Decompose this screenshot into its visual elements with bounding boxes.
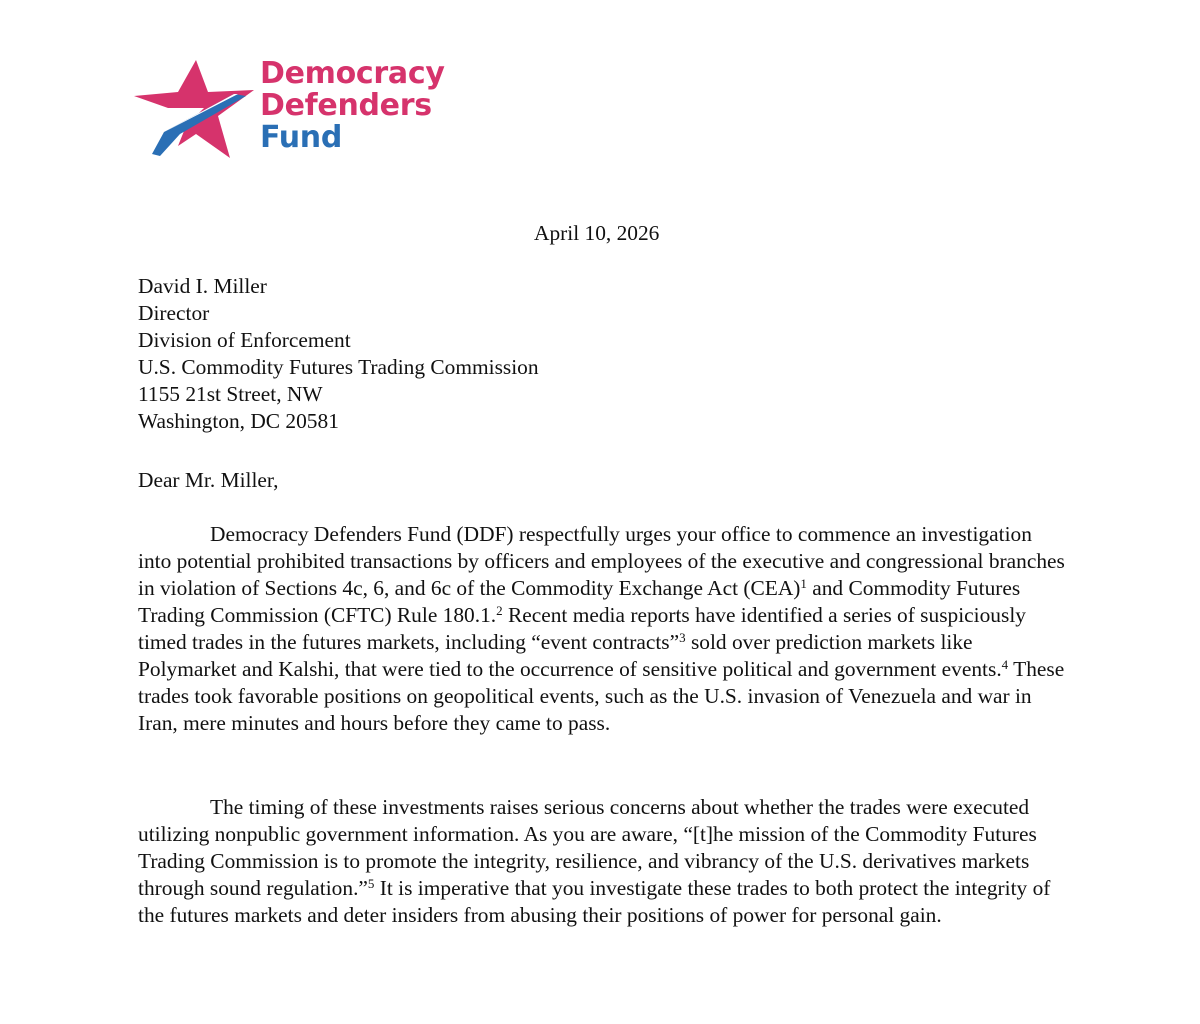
- logo-line-3: Fund: [260, 120, 342, 155]
- logo-line-1: Democracy: [260, 56, 445, 91]
- footnote-ref-3: 3: [679, 630, 686, 645]
- salutation: Dear Mr. Miller,: [138, 468, 279, 492]
- paragraph-1-text-3: Recent media reports have identified a series of suspiciously timed trades in the futures markets, including “event contracts”: [138, 603, 1026, 654]
- recipient-address: [138, 273, 539, 435]
- paragraph-2-text-2: It is imperative that you investigate these trades to both protect the integrity of the futures markets and deter insiders from abusing their positions of power for personal gain.: [138, 876, 1051, 927]
- recipient-street: 1155 21st Street, NW: [138, 382, 323, 406]
- paragraph-1-text-2: and Commodity Futures Trading Commission (CFTC) Rule 180.1.: [138, 576, 1021, 627]
- paragraph-2-text-1: The timing of these investments raises serious concerns about whether the trades were executed utilizing nonpublic government information. As you are aware, “[t]he mission of the Commodity Futures Trading Commission is to promote the integrity, resilience, and vibrancy of the U.S. derivatives markets through sound regulation.”: [138, 795, 1037, 900]
- star-red-shape: [134, 60, 254, 158]
- paragraph-1-text-4: sold over prediction markets like Polymarket and Kalshi, that were tied to the occurrence of sensitive political and government events.: [138, 630, 1002, 681]
- footnote-ref-4: 4: [1001, 657, 1009, 672]
- paragraph-2: [138, 794, 1068, 929]
- recipient-name: David I. Miller: [138, 274, 267, 298]
- recipient-division: Division of Enforcement: [138, 328, 351, 352]
- letter-date: April 10, 2026: [534, 221, 660, 245]
- organization-name: [260, 58, 445, 154]
- organization-logo: [134, 56, 454, 166]
- paragraph-1-text-1: Democracy Defenders Fund (DDF) respectfully urges your office to commence an investigation into potential prohibited transactions by officers and employees of the executive and congressional branches in violation of Sections 4c, 6, and 6c of the Commodity Exchange Act (CEA): [138, 522, 1065, 600]
- paragraph-1-text-5: These trades took favorable positions on geopolitical events, such as the U.S. invasion of Venezuela and war in Iran, mere minutes and hours before they came to pass.: [138, 657, 1065, 735]
- paragraph-1: [138, 521, 1068, 737]
- star-icon: [134, 56, 256, 160]
- footnote-ref-5: 5: [367, 876, 375, 891]
- footnote-ref-1: 1: [800, 576, 807, 591]
- footnote-ref-2: 2: [496, 603, 503, 618]
- recipient-title: Director: [138, 301, 210, 325]
- logo-line-2: Defenders: [260, 88, 432, 123]
- recipient-city: Washington, DC 20581: [138, 409, 339, 433]
- recipient-agency: U.S. Commodity Futures Trading Commission: [138, 355, 539, 379]
